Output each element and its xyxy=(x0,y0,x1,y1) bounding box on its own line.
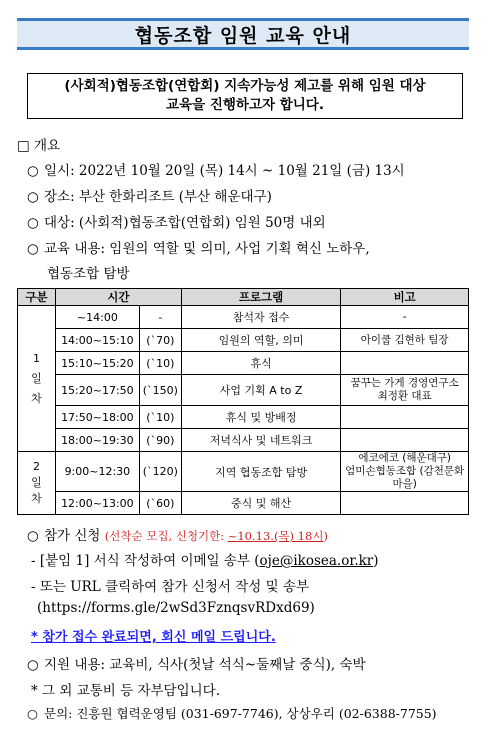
duration-cell: (`90) xyxy=(139,429,181,452)
support-text: 지원 내용: 교육비, 식사(첫날 석식~둘째날 중식), 숙박 xyxy=(44,657,366,673)
time-cell: 15:20~17:50 xyxy=(55,375,139,406)
apply-label: 참가 신청 xyxy=(44,528,101,544)
support-line xyxy=(27,653,366,673)
duration-cell: (`10) xyxy=(139,352,181,375)
apply-condition xyxy=(105,529,328,543)
bullet-icon: ○ xyxy=(27,657,39,673)
time-cell: 17:50~18:00 xyxy=(55,406,139,429)
duration-cell: - xyxy=(139,306,181,329)
table-row xyxy=(18,352,469,375)
overview-item-target xyxy=(27,211,326,231)
note-cell xyxy=(341,352,469,375)
duration-cell: (`10) xyxy=(139,406,181,429)
intro-box xyxy=(27,73,463,119)
bullet-icon: ○ xyxy=(27,189,39,205)
note-cell: 꿈꾸는 가게 경영연구소 최정환 대표 xyxy=(341,375,469,406)
note-cell xyxy=(341,492,469,515)
overview-heading: □ 개요 xyxy=(17,138,61,154)
duration-cell: (`150) xyxy=(139,375,181,406)
program-cell: 지역 협동조합 탐방 xyxy=(181,452,341,492)
table-row xyxy=(18,429,469,452)
note-cell: - xyxy=(341,306,469,329)
time-cell: 18:00~19:30 xyxy=(55,429,139,452)
bullet-icon: ○ xyxy=(27,241,39,257)
overview-text: 교육 내용: 임원의 역할 및 의미, 사업 기획 혁신 노하우, xyxy=(44,241,370,257)
table-row xyxy=(18,329,469,352)
duration-cell: (`70) xyxy=(139,329,181,352)
table-row xyxy=(18,306,469,329)
program-cell: 중식 및 해산 xyxy=(181,492,341,515)
table-row xyxy=(18,452,469,492)
schedule-table xyxy=(17,288,469,515)
apply-email-close: ) xyxy=(373,553,379,569)
note-cell: 에코에코 (해운대구) 엄미손협동조합 (감천문화마을) xyxy=(341,452,469,492)
time-cell: ~14:00 xyxy=(55,306,139,329)
overview-text: 대상: (사회적)협동조합(연합회) 임원 50명 내외 xyxy=(44,215,326,231)
time-cell: 14:00~15:10 xyxy=(55,329,139,352)
apply-email-text: - [붙임 1] 서식 작성하여 이메일 송부 ( xyxy=(31,553,260,569)
apply-email-line xyxy=(31,549,379,569)
duration-cell: (`60) xyxy=(139,492,181,515)
day1-cell: 1 일 차 xyxy=(18,306,56,452)
header-note: 비고 xyxy=(341,289,469,306)
transport-line: * 그 외 교통비 등 자부담입니다. xyxy=(31,683,220,699)
header-division: 구분 xyxy=(18,289,56,306)
overview-item-place xyxy=(27,185,272,205)
program-cell: 임원의 역할, 의미 xyxy=(181,329,341,352)
bullet-icon: ○ xyxy=(27,163,39,179)
time-cell: 15:10~15:20 xyxy=(55,352,139,375)
program-cell: 참석자 접수 xyxy=(181,306,341,329)
bullet-icon: ○ xyxy=(27,706,38,721)
header-program: 프로그램 xyxy=(181,289,341,306)
bullet-icon: ○ xyxy=(27,528,39,544)
program-cell: 휴식 및 방배정 xyxy=(181,406,341,429)
table-row xyxy=(18,375,469,406)
header-time: 시간 xyxy=(55,289,181,306)
notice-line: * 참가 접수 완료되면, 회신 메일 드립니다. xyxy=(31,630,276,645)
table-row xyxy=(18,406,469,429)
contact-text: 문의: 진흥원 협력운영팀 (031-697-7746), 상상우리 (02-6388-7755) xyxy=(44,706,437,721)
apply-prefix: (선착순 모집, 신청기한: xyxy=(104,529,228,543)
bullet-icon: ○ xyxy=(27,215,39,231)
table-header-row xyxy=(18,289,469,306)
contact-line xyxy=(27,704,437,722)
apply-line xyxy=(27,524,328,544)
intro-line-1: (사회적)협동조합(연합회) 지속가능성 제고를 위해 임원 대상 xyxy=(64,78,426,94)
apply-url[interactable]: (https://forms.gle/2wSd3FznqsvRDxd69) xyxy=(37,600,315,616)
apply-url-line: - 또는 URL 클릭하여 참가 신청서 작성 및 송부 xyxy=(31,579,310,595)
overview-item-date xyxy=(27,159,405,179)
table-row xyxy=(18,492,469,515)
day2-cell: 2 일 차 xyxy=(18,452,56,515)
duration-cell: (`120) xyxy=(139,452,181,492)
note-cell xyxy=(341,429,469,452)
email-link[interactable]: oje@ikosea.or.kr xyxy=(259,553,374,569)
program-cell: 저녁식사 및 네트워크 xyxy=(181,429,341,452)
intro-line-2: 교육을 진행하고자 합니다. xyxy=(166,97,324,113)
overview-item-content-cont: 협동조합 탐방 xyxy=(47,266,130,282)
apply-suffix: ) xyxy=(323,529,328,543)
overview-text: 장소: 부산 한화리조트 (부산 해운대구) xyxy=(44,189,272,205)
overview-item-content xyxy=(27,237,370,257)
program-cell: 사업 기획 A to Z xyxy=(181,375,341,406)
apply-deadline: ~10.13.(목) 18시 xyxy=(227,529,324,543)
note-cell: 아이쿱 김현하 팀장 xyxy=(341,329,469,352)
time-cell: 12:00~13:00 xyxy=(55,492,139,515)
title-bar xyxy=(17,18,469,50)
note-cell xyxy=(341,406,469,429)
time-cell: 9:00~12:30 xyxy=(55,452,139,492)
program-cell: 휴식 xyxy=(181,352,341,375)
overview-text: 일시: 2022년 10월 20일 (목) 14시 ~ 10월 21일 (금) 13시 xyxy=(44,163,405,179)
page-title: 협동조합 임원 교육 안내 xyxy=(134,24,352,47)
